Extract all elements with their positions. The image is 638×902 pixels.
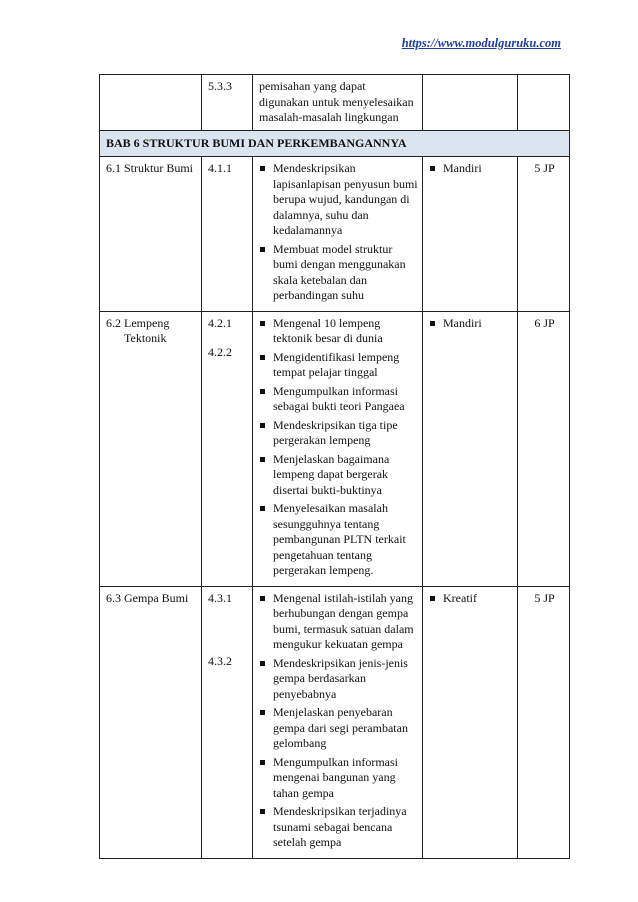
activity-item: Mendeskripsikan lapisanlapisan penyusun bumi berupa wujud, kandungan di dalamnya, suhu dan kedalamannya — [259, 161, 418, 239]
activity-item: Mendeskripsikan jenis-jenis gempa berdasarkan penyebabnya — [259, 656, 418, 703]
character-list — [429, 161, 513, 177]
character-value: Mandiri — [429, 316, 513, 332]
competency-code: 4.3.1 — [208, 590, 232, 605]
competency-code: 4.3.2 — [208, 654, 232, 668]
character-list — [429, 591, 513, 607]
table-row — [100, 157, 570, 312]
competency-code: 4.1.1 — [208, 161, 232, 175]
chapter-header-row — [100, 130, 570, 157]
topic-title: Struktur Bumi — [124, 161, 194, 175]
topic-cell — [100, 157, 202, 312]
competency-codes — [202, 311, 253, 586]
character-list — [429, 316, 513, 332]
character-cell — [423, 311, 518, 586]
character-value: Mandiri — [429, 161, 513, 177]
activity-item: Menyelesaikan masalah sesungguhnya tentang pembangunan PLTN terkait pengetahuan tentang pergerakan lempeng. — [259, 501, 418, 579]
activities-cell — [253, 157, 423, 312]
table-row — [100, 75, 570, 131]
time-allocation: 5 JP — [518, 586, 570, 858]
lesson-plan-table — [99, 74, 570, 859]
activity-list — [259, 316, 418, 579]
activity-list — [259, 161, 418, 304]
chapter-title: BAB 6 STRUKTUR BUMI DAN PERKEMBANGANNYA — [100, 130, 570, 157]
character-cell — [423, 586, 518, 858]
topic-cell — [100, 311, 202, 586]
topic-cell — [100, 586, 202, 858]
activity-item: Membuat model struktur bumi dengan menggunakan skala ketebalan dan perbandingan suhu — [259, 242, 418, 304]
activity-item: Mengumpulkan informasi sebagai bukti teori Pangaea — [259, 384, 418, 415]
competency-code: 5.3.3 — [202, 75, 253, 131]
topic-title: Lempeng Tektonik — [124, 315, 170, 345]
activity-item: Mengenal istilah-istilah yang berhubungan dengan gempa bumi, termasuk satuan dalam mengukur kekuatan gempa — [259, 591, 418, 653]
competency-codes — [202, 586, 253, 858]
topic-number: 6.2 — [106, 315, 121, 330]
activity-item: Menjelaskan bagaimana lempeng dapat bergerak disertai bukti-buktinya — [259, 452, 418, 499]
topic-number: 6.3 — [106, 590, 121, 605]
activity-item: Mendeskripsikan terjadinya tsunami sebagai bencana setelah gempa — [259, 804, 418, 851]
activities-cell — [253, 311, 423, 586]
activity-text: pemisahan yang dapat digunakan untuk menyelesaikan masalah-masalah lingkungan — [253, 75, 423, 131]
activity-item: Mengenal 10 lempeng tektonik besar di dunia — [259, 316, 418, 347]
activity-item: Menjelaskan penyebaran gempa dari segi perambatan gelombang — [259, 705, 418, 752]
topic-number: 6.1 — [106, 161, 121, 175]
table-row — [100, 586, 570, 858]
activity-list — [259, 591, 418, 851]
website-url[interactable]: https://www.modulguruku.com — [401, 36, 561, 50]
time-allocation: 6 JP — [518, 311, 570, 586]
topic-title: Gempa Bumi — [124, 590, 189, 605]
competency-code: 4.2.2 — [208, 345, 232, 359]
activity-item: Mengumpulkan informasi mengenai bangunan yang tahan gempa — [259, 755, 418, 802]
activities-cell — [253, 586, 423, 858]
activity-item: Mendeskripsikan tiga tipe pergerakan lempeng — [259, 418, 418, 449]
competency-code: 4.2.1 — [208, 315, 232, 330]
activity-item: Mengidentifikasi lempeng tempat pelajar tinggal — [259, 350, 418, 381]
character-cell — [423, 157, 518, 312]
time-allocation: 5 JP — [518, 157, 570, 312]
table-row — [100, 311, 570, 586]
character-value: Kreatif — [429, 591, 513, 607]
competency-codes — [202, 157, 253, 312]
